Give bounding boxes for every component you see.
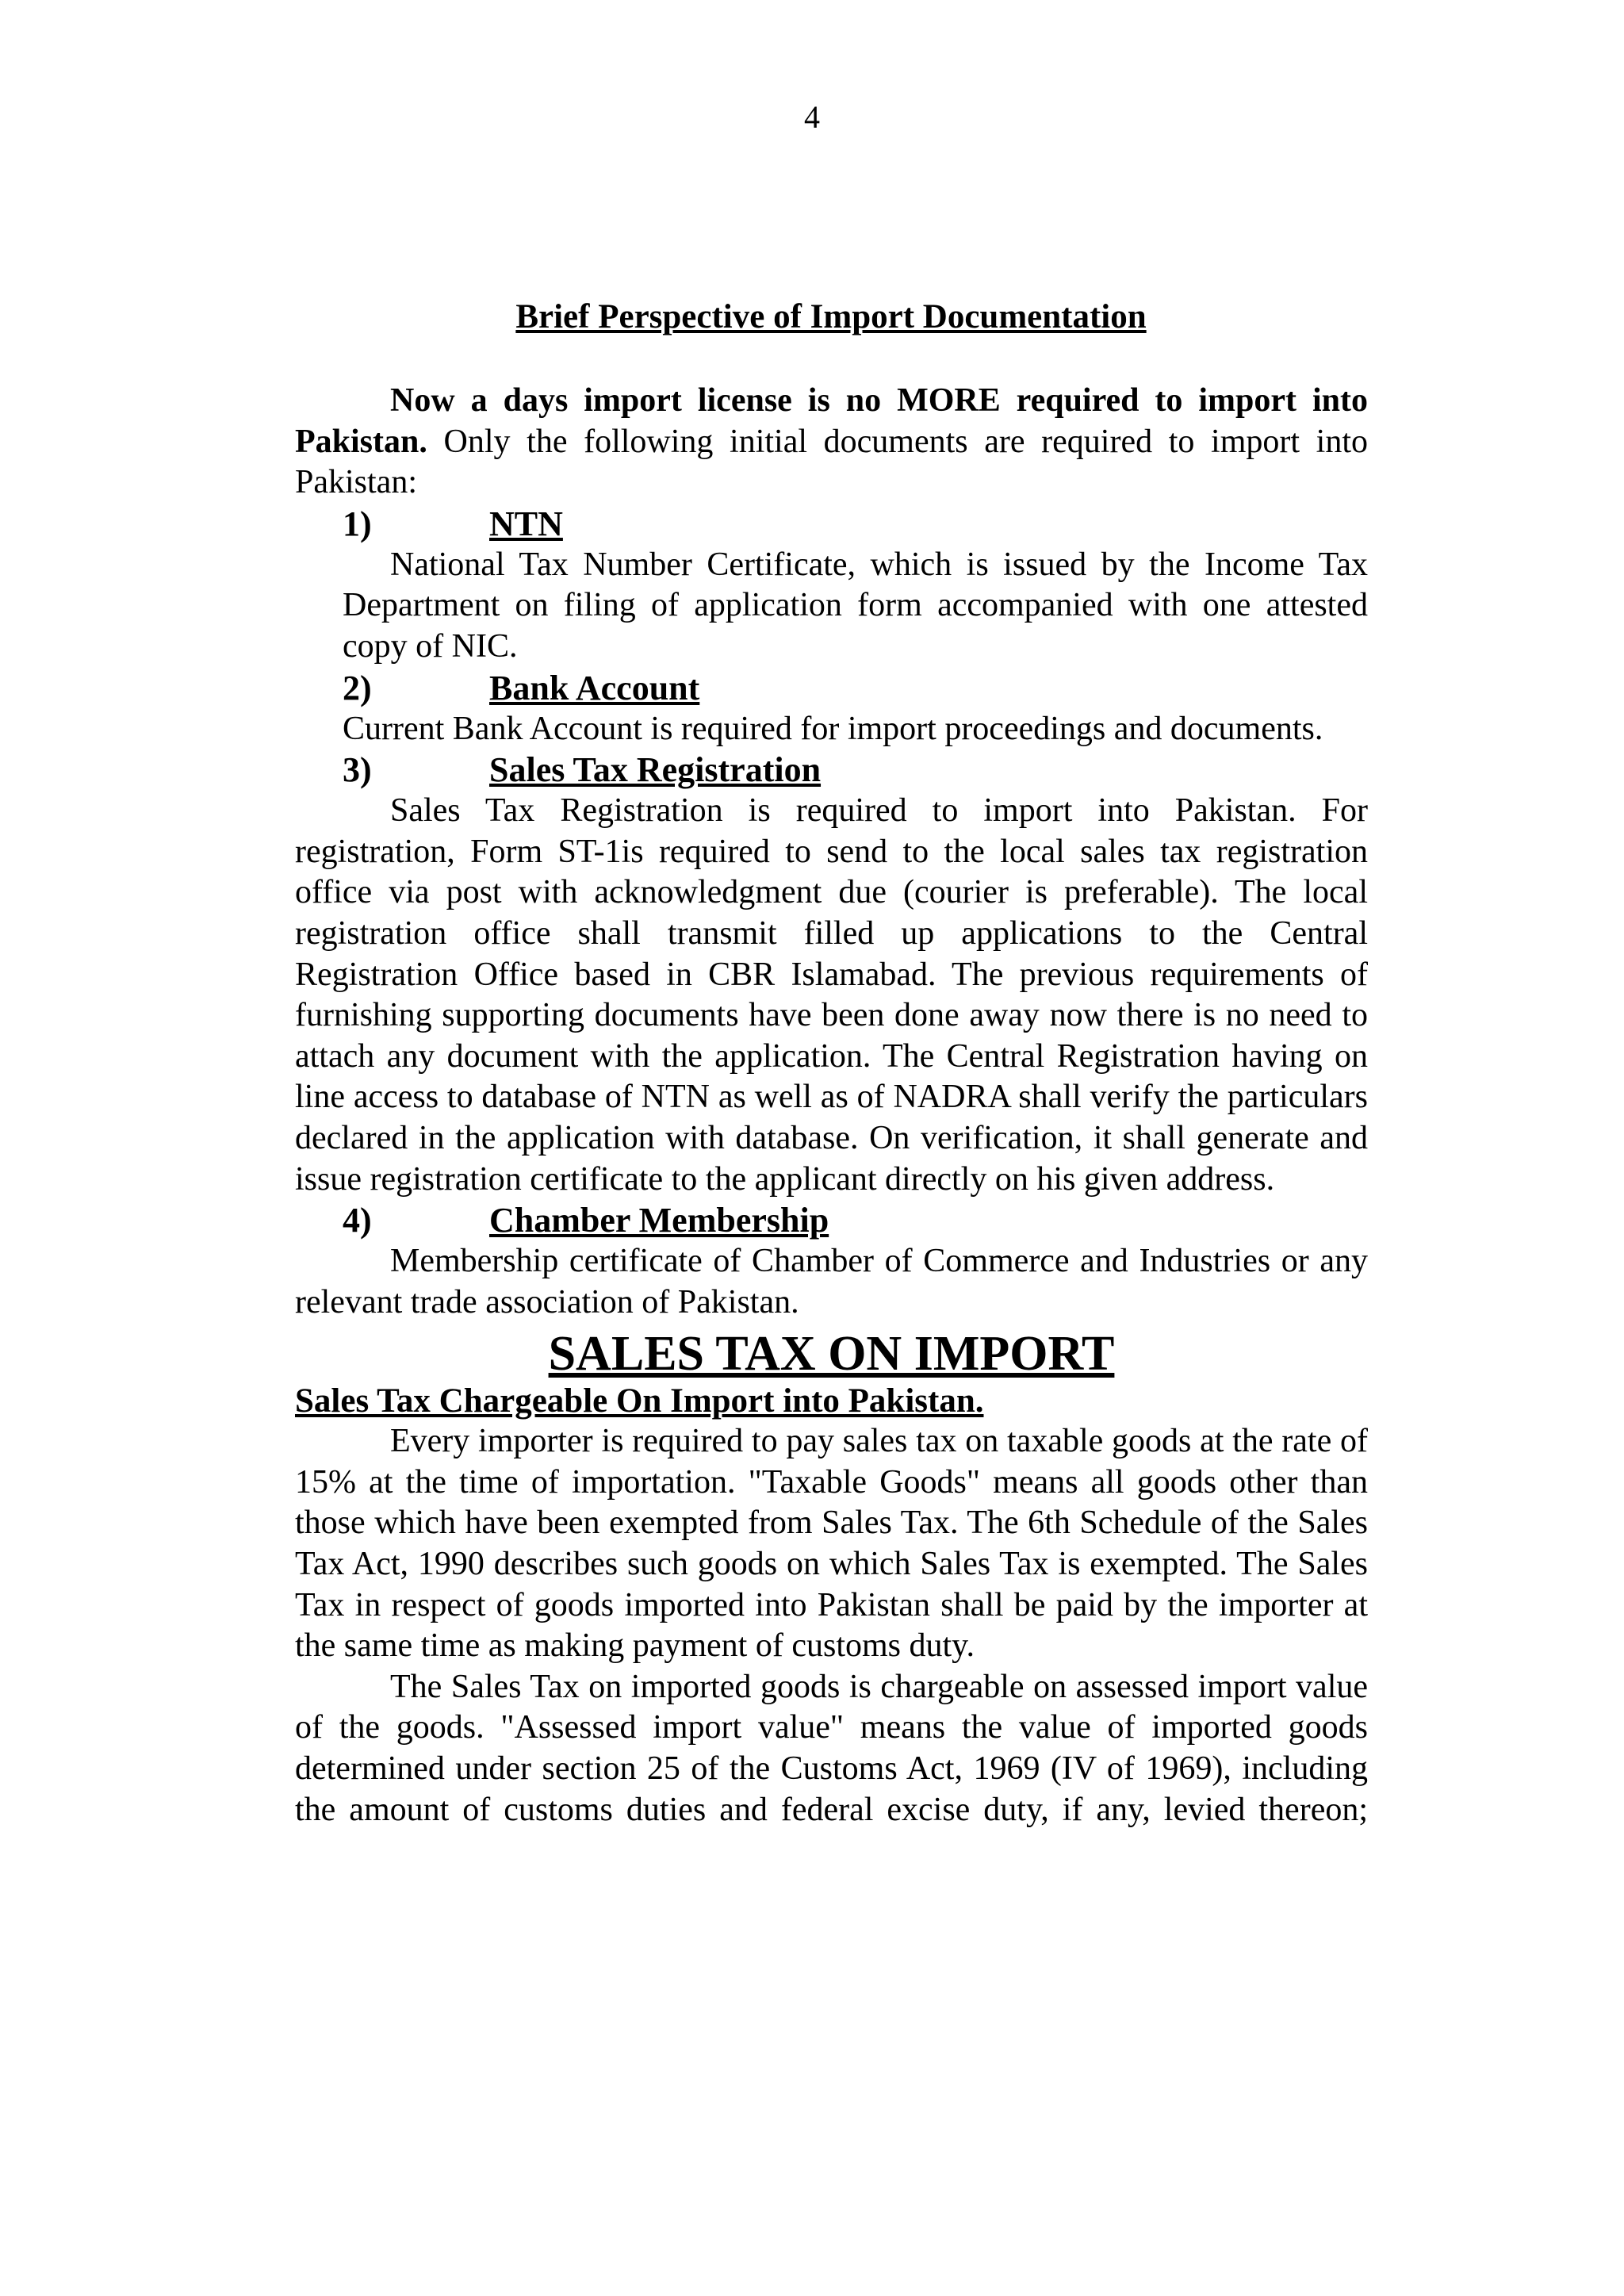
item-number: 1) <box>343 504 372 543</box>
item-title: Sales Tax Registration <box>489 750 822 790</box>
item-heading-ntn <box>295 504 1368 545</box>
item-number: 4) <box>343 1201 372 1240</box>
sales-tax-paragraph-2: The Sales Tax on imported goods is chargeable on assessed import value of the goods. "Assessed import value" means the value of imported goods determined under section 25 of the Customs Act, 1969 (IV of 1969), including the amount of customs duties and federal excise duty, if any, levied thereon; <box>295 1668 1368 1828</box>
item-body-sales-tax-registration: Sales Tax Registration is required to import into Pakistan. For registration, Form ST-1is required to send to the local sales tax registration office via post with acknowledgment due (courier is preferable). The local registration office shall transmit filled up applications to the Central Registration Office based in CBR Islamabad. The previous requirements of furnishing supporting documents have been done away now there is no need to attach any document with the application. The Central Registration having on line access to database of NTN as well as of NADRA shall verify the particulars declared in the application with database. On verification, it shall generate and issue registration certificate to the applicant directly on his given address. <box>295 792 1368 1198</box>
item-heading-chamber-membership <box>295 1200 1368 1241</box>
item-body-bank-account: Current Bank Account is required for import proceedings and documents. <box>343 710 1323 747</box>
page-number: 4 <box>804 99 820 135</box>
intro-paragraph <box>295 381 1368 504</box>
item-title: Chamber Membership <box>489 1201 829 1240</box>
item-title: NTN <box>489 504 563 543</box>
intro-rest-text: Only the following initial documents are required to import into Pakistan: <box>295 423 1368 501</box>
sales-tax-subheading: Sales Tax Chargeable On Import into Pakistan. <box>295 1382 984 1420</box>
intro-section <box>295 381 1368 1830</box>
item-title: Bank Account <box>489 668 700 707</box>
item-number: 3) <box>343 750 372 790</box>
item-number: 2) <box>343 668 372 707</box>
item-heading-sales-tax-registration <box>295 749 1368 791</box>
item-body-ntn: National Tax Number Certificate, which is issued by the Income Tax Department on filing of application form accompanied with one attested copy of NIC. <box>343 546 1368 665</box>
item-heading-bank-account <box>295 668 1368 709</box>
document-title: Brief Perspective of Import Documentation <box>515 298 1147 335</box>
intro-bold-text: Now a days import license is no MORE required to import into Pakistan. <box>295 382 1368 460</box>
item-body-chamber-membership: Membership certificate of Chamber of Commerce and Industries or any relevant trade association of Pakistan. <box>295 1243 1368 1320</box>
sales-tax-heading: SALES TAX ON IMPORT <box>548 1327 1115 1382</box>
sales-tax-paragraph-1: Every importer is required to pay sales tax on taxable goods at the rate of 15% at the time of importation. "Taxable Goods" means all goods other than those which have been exempted from Sales Tax. The 6th Schedule of the Sales Tax Act, 1990 describes such goods on which Sales Tax is exempted. The Sales Tax in respect of goods imported into Pakistan shall be paid by the importer at the same time as making payment of customs duty. <box>295 1423 1368 1665</box>
